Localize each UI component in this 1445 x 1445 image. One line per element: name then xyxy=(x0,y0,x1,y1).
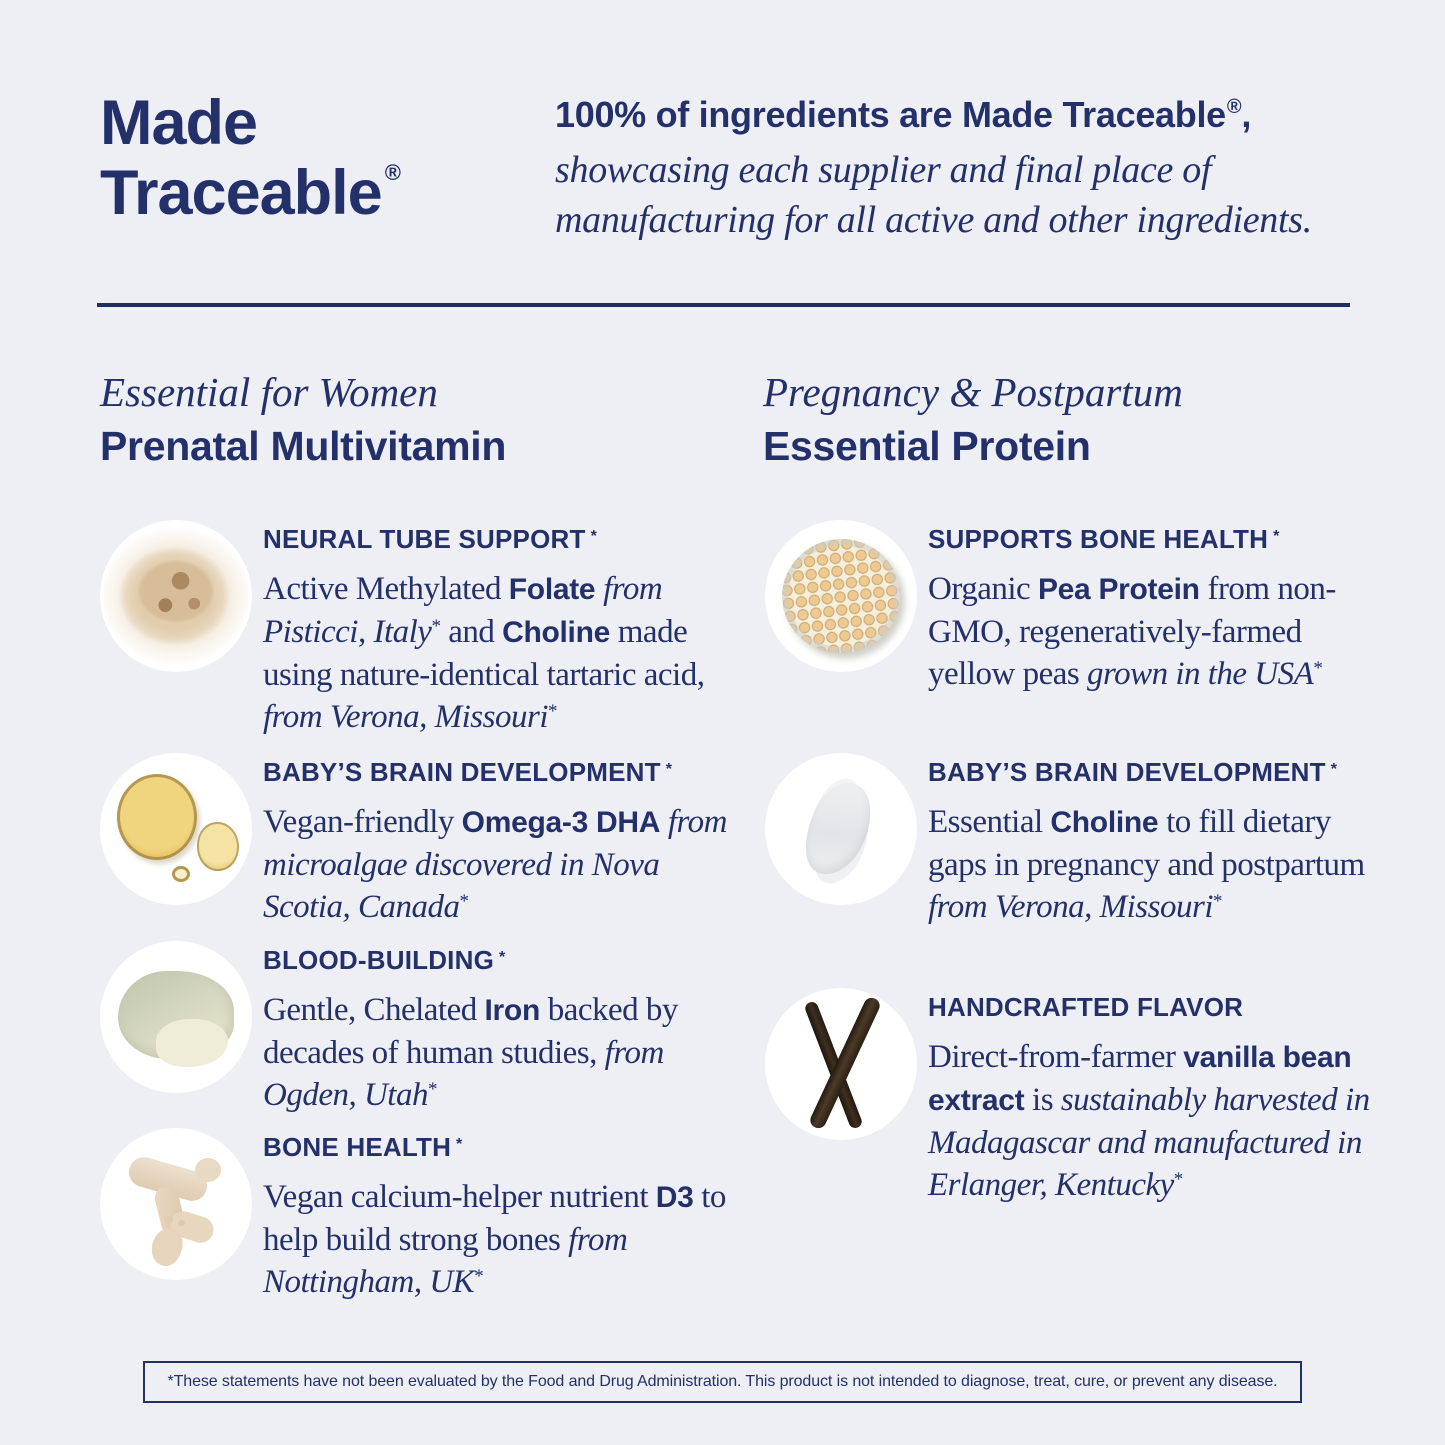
asterisk-mark: * xyxy=(665,761,673,778)
benefit-body: Organic Pea Protein from non-GMO, regeneratively-farmed yellow peas grown in the USA* xyxy=(928,571,1336,692)
white-powder-smear-icon xyxy=(765,753,917,905)
benefit-item-brain-development xyxy=(100,753,731,928)
asterisk-mark: * xyxy=(456,1136,463,1153)
page-title-line2: Traceable xyxy=(100,158,382,228)
asterisk-mark: * xyxy=(1273,528,1280,545)
benefit-heading xyxy=(928,991,1376,1023)
benefit-heading xyxy=(928,756,1376,788)
intro-headline-comma: , xyxy=(1241,94,1252,135)
benefit-item-handcrafted-flavor xyxy=(765,988,1376,1206)
column-header-prenatal xyxy=(100,370,506,469)
page-title-line1: Made xyxy=(100,88,258,158)
benefit-heading xyxy=(263,944,731,976)
tan-powder-burst-icon xyxy=(100,520,252,672)
benefit-item-neural-tube xyxy=(100,520,731,738)
product-title: Essential Protein xyxy=(763,423,1091,469)
benefit-body: Vegan-friendly Omega-3 DHA from microalgae discovered in Nova Scotia, Canada* xyxy=(263,804,727,925)
intro-subtext-line2: manufacturing for all active and other ingredients. xyxy=(555,199,1312,241)
benefit-text xyxy=(928,988,1376,1206)
benefit-text xyxy=(263,753,731,928)
benefit-heading xyxy=(928,523,1376,555)
benefit-item-brain-development-protein xyxy=(765,753,1376,928)
intro-subtext xyxy=(555,145,1365,245)
intro-text-block xyxy=(555,94,1365,245)
benefit-text xyxy=(928,753,1376,928)
registered-trademark-icon: ® xyxy=(1226,96,1242,118)
intro-headline-text: 100% of ingredients are Made Traceable xyxy=(555,94,1226,135)
page-title xyxy=(100,88,400,228)
asterisk-mark: * xyxy=(499,949,506,966)
benefit-heading xyxy=(263,1131,731,1163)
intro-headline xyxy=(555,94,1365,136)
benefit-body: Active Methylated Folate from Pisticci, Italy* and Choline made using nature-identical tartaric acid, from Verona, Missouri* xyxy=(263,571,705,735)
asterisk-mark: * xyxy=(1330,761,1338,778)
golden-oil-droplets-icon xyxy=(100,753,252,905)
benefit-body: Vegan calcium-helper nutrient D3 to help build strong bones from Nottingham, UK* xyxy=(263,1179,726,1300)
benefit-heading-text: BLOOD-BUILDING xyxy=(263,945,494,975)
benefit-heading-text: SUPPORTS BONE HEALTH xyxy=(928,524,1269,554)
benefit-heading-text: BABY’S BRAIN DEVELOPMENT xyxy=(263,757,661,787)
benefit-item-supports-bone-health xyxy=(765,520,1376,695)
fda-disclaimer: *These statements have not been evaluated by the Food and Drug Administration. This product is not intended to diagnose, treat, cure, or prevent any disease. xyxy=(143,1361,1302,1403)
column-header-protein xyxy=(763,370,1183,469)
benefit-body: Gentle, Chelated Iron backed by decades of human studies, from Ogden, Utah* xyxy=(263,992,678,1113)
yellow-peas-dish-icon xyxy=(765,520,917,672)
benefit-heading-text: NEURAL TUBE SUPPORT xyxy=(263,524,586,554)
benefit-heading-text: HANDCRAFTED FLAVOR xyxy=(928,992,1244,1022)
benefit-body: Essential Choline to fill dietary gaps in pregnancy and postpartum from Verona, Missouri* xyxy=(928,804,1365,925)
sage-cream-smear-icon xyxy=(100,941,252,1093)
benefit-heading xyxy=(263,523,731,555)
benefit-text xyxy=(263,520,731,738)
asterisk-mark: * xyxy=(590,528,598,545)
benefit-text xyxy=(263,1128,731,1303)
product-eyebrow: Pregnancy & Postpartum xyxy=(763,369,1183,415)
benefit-item-bone-health xyxy=(100,1128,731,1303)
intro-subtext-line1: showcasing each supplier and final place of xyxy=(555,149,1212,191)
horizontal-divider xyxy=(97,303,1350,307)
vanilla-bean-pods-icon xyxy=(765,988,917,1140)
benefit-body: Direct-from-farmer vanilla bean extract is sustainably harvested in Madagascar and manufactured in Erlanger, Kentucky* xyxy=(928,1039,1370,1203)
cream-drops-icon xyxy=(100,1128,252,1280)
product-title: Prenatal Multivitamin xyxy=(100,423,507,469)
product-eyebrow: Essential for Women xyxy=(100,369,438,415)
benefit-heading xyxy=(263,756,731,788)
registered-trademark-icon: ® xyxy=(384,160,400,185)
benefit-heading-text: BONE HEALTH xyxy=(263,1132,452,1162)
benefit-item-blood-building xyxy=(100,941,731,1116)
benefit-heading-text: BABY’S BRAIN DEVELOPMENT xyxy=(928,757,1326,787)
benefit-text xyxy=(263,941,731,1116)
benefit-text xyxy=(928,520,1376,695)
